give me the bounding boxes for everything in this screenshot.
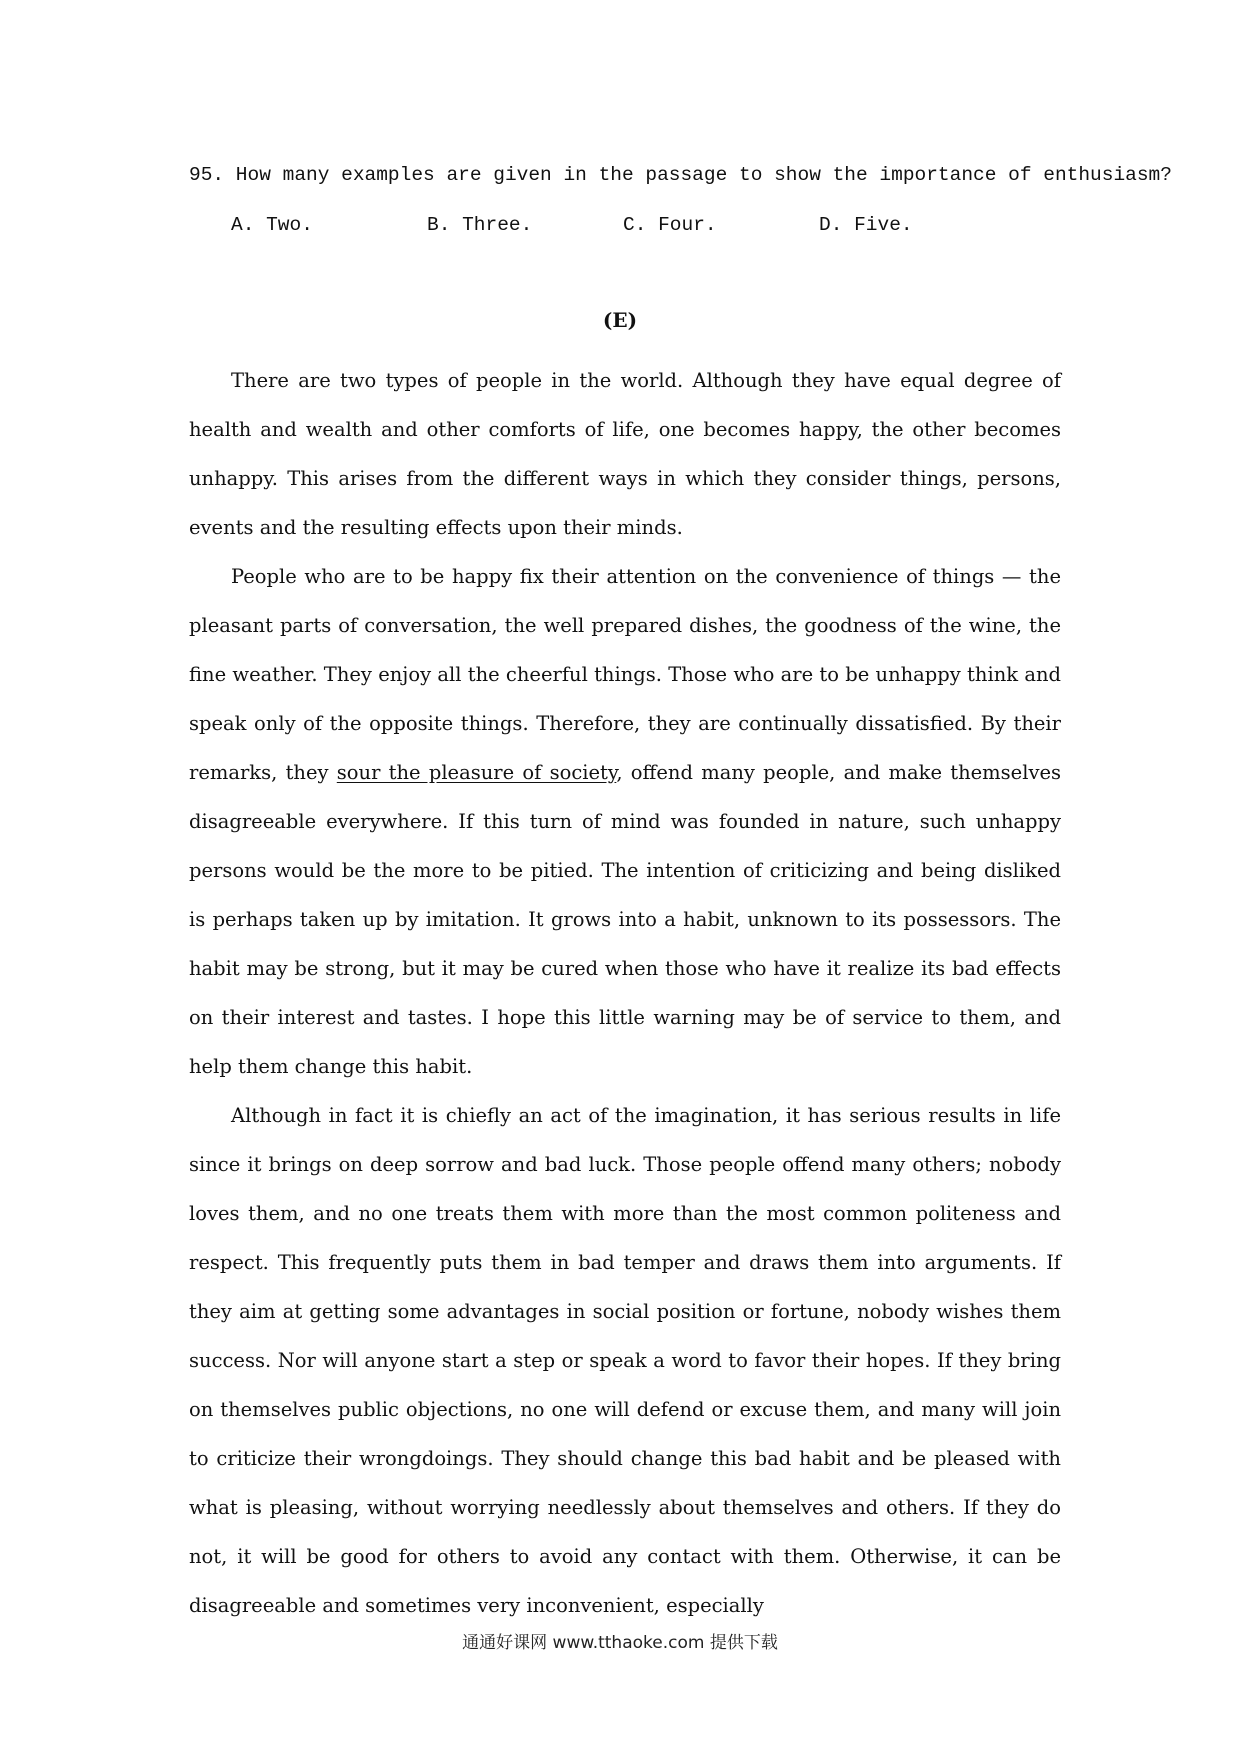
paragraph-2-text-end: , offend many people, and make themselves disagreeable everywhere. If this turn of mind was founded in nature, such unhappy persons would be the more to be pitied. The intention of criticizing and being disliked is perhaps taken up by imitation. It grows into a habit, unknown to its possessors. The habit may be strong, but it may be cured when those who have it realize its bad effects on their interest and tastes. I hope this little warning may be of service to them, and help them change this habit. bbox=[189, 761, 1062, 1078]
paragraph-2-text-start: People who are to be happy fix their attention on the convenience of things — the pleasant parts of conversation, the well prepared dishes, the goodness of the wine, the fine weather. They enjoy all the cheerful things. Those who are to be unhappy think and speak only of the opposite things. Therefore, they are continually dissatisfied. By their remarks, they bbox=[189, 565, 1061, 784]
option-a: A. Two. bbox=[231, 214, 313, 236]
paragraph-1: There are two types of people in the world. Although they have equal degree of health and wealth and other comforts of life, one becomes happy, the other becomes unhappy. This arises from the different ways in which they consider things, persons, events and the resulting effects upon their minds. bbox=[189, 369, 1061, 539]
option-b: B. Three. bbox=[427, 214, 533, 236]
option-d: D. Five. bbox=[819, 214, 913, 236]
page-footer: 通通好课网 www.tthaoke.com 提供下载 bbox=[462, 1633, 778, 1653]
section-heading: (E) bbox=[602, 308, 638, 332]
question-95: 95. How many examples are given in the passage to show the importance of enthusiasm? bbox=[189, 164, 1172, 186]
underlined-phrase: sour the pleasure of society bbox=[336, 761, 617, 784]
passage bbox=[189, 356, 1061, 1630]
option-c: C. Four. bbox=[623, 214, 717, 236]
paragraph-2 bbox=[189, 552, 1061, 1091]
paragraph-3: Although in fact it is chiefly an act of the imagination, it has serious results in life since it brings on deep sorrow and bad luck. Those people offend many others; nobody loves them, and no one treats them with more than the most common politeness and respect. This frequently puts them in bad temper and draws them into arguments. If they aim at getting some advantages in social position or fortune, nobody wishes them success. Nor will anyone start a step or speak a word to favor their hopes. If they bring on themselves public objections, no one will defend or excuse them, and many will join to criticize their wrongdoings. They should change this bad habit and be pleased with what is pleasing, without worrying needlessly about themselves and others. If they do not, it will be good for others to avoid any contact with them. Otherwise, it can be disagreeable and sometimes very inconvenient, especially bbox=[189, 1104, 1061, 1617]
